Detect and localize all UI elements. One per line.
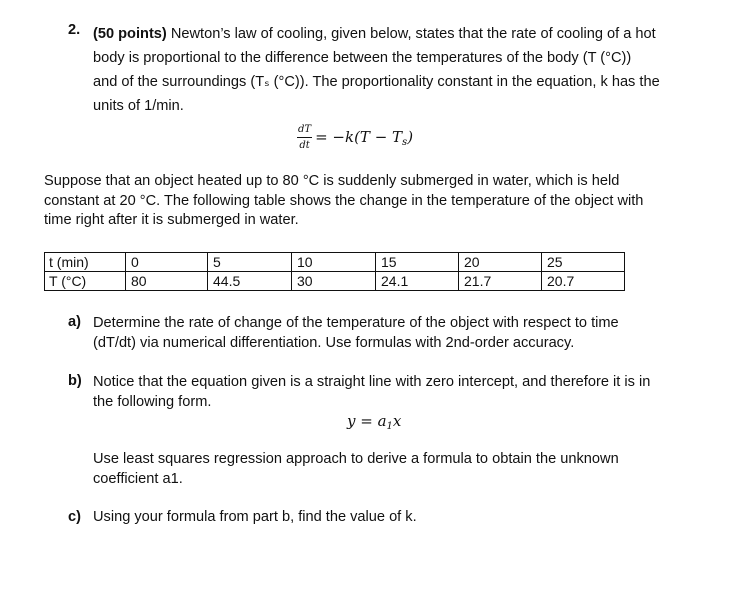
table-cell: 20.7: [542, 272, 625, 291]
paragraph-line-1: Suppose that an object heated up to 80 °C is suddenly submerged in water, which is held: [44, 173, 620, 189]
question-points: (50 points): [93, 26, 167, 42]
table-row-temperature: [45, 272, 625, 291]
question-line-3: and of the surroundings (Tₛ (°C)). The proportionality constant in the equation, k has the: [93, 74, 660, 90]
table-cell: 10: [292, 253, 376, 272]
table-cell: 80: [126, 272, 208, 291]
table-cell: t (min): [45, 253, 126, 272]
table-row-time: [45, 253, 625, 272]
table-cell: 25: [542, 253, 625, 272]
table-cell: 15: [376, 253, 459, 272]
fraction-denominator: dt: [299, 140, 310, 151]
part-b-instruction-line-2: coefficient a1.: [93, 470, 183, 487]
table-cell: 20: [459, 253, 542, 272]
table-cell: 21.7: [459, 272, 542, 291]
paragraph-line-3: time right after it is submerged in water.: [44, 212, 299, 228]
part-b-line-1: Notice that the equation given is a straight line with zero intercept, and therefore it is in: [93, 374, 651, 390]
question-line-1-text: Newton’s law of cooling, given below, states that the rate of cooling of a hot: [166, 26, 656, 42]
question-intro: [93, 22, 693, 118]
part-a-text: [93, 314, 619, 353]
part-b-label: b): [68, 373, 82, 389]
derivative-fraction: [297, 124, 312, 152]
part-b-instruction-line-1: Use least squares regression approach to derive a formula to obtain the unknown: [93, 451, 619, 467]
part-b-line-2: the following form.: [93, 393, 212, 410]
linear-equation-subscript: 1: [386, 421, 393, 432]
temperature-table: [44, 252, 625, 291]
table-cell: 30: [292, 272, 376, 291]
cooling-equation: [297, 124, 413, 160]
equation-rhs-end: ): [407, 128, 414, 146]
table-cell: 5: [208, 253, 292, 272]
question-line-2: body is proportional to the difference between the temperatures of the body (T (°C)): [93, 50, 632, 66]
equation-rhs-main: = −k(T − T: [315, 128, 403, 146]
question-line-4: units of 1/min.: [93, 98, 184, 114]
linear-equation-main: y = a: [347, 412, 387, 430]
table-cell: T (°C): [45, 272, 126, 291]
table-cell: 0: [126, 253, 208, 272]
equation-rhs: [315, 128, 413, 148]
question-line-1: [93, 22, 693, 46]
linear-equation: [347, 412, 401, 432]
part-c-label: c): [68, 509, 81, 525]
fraction-numerator: dT: [297, 124, 312, 138]
part-a-line-2: (dT/dt) via numerical differentiation. Use formulas with 2nd-order accuracy.: [93, 334, 575, 351]
part-a-line-1: Determine the rate of change of the temperature of the object with respect to time: [93, 315, 619, 331]
table-cell: 24.1: [376, 272, 459, 291]
table-cell: 44.5: [208, 272, 292, 291]
question-number: 2.: [68, 22, 81, 38]
part-a-label: a): [68, 314, 81, 330]
part-b-text: [93, 373, 650, 412]
part-c-text: Using your formula from part b, find the value of k.: [93, 509, 417, 525]
problem-paragraph: [44, 172, 684, 231]
part-b-instructions: [93, 450, 619, 489]
equation-rhs-subscript: s: [402, 137, 408, 148]
linear-equation-end: x: [392, 412, 402, 430]
paragraph-line-2: constant at 20 °C. The following table shows the change in the temperature of the object with: [44, 192, 644, 209]
